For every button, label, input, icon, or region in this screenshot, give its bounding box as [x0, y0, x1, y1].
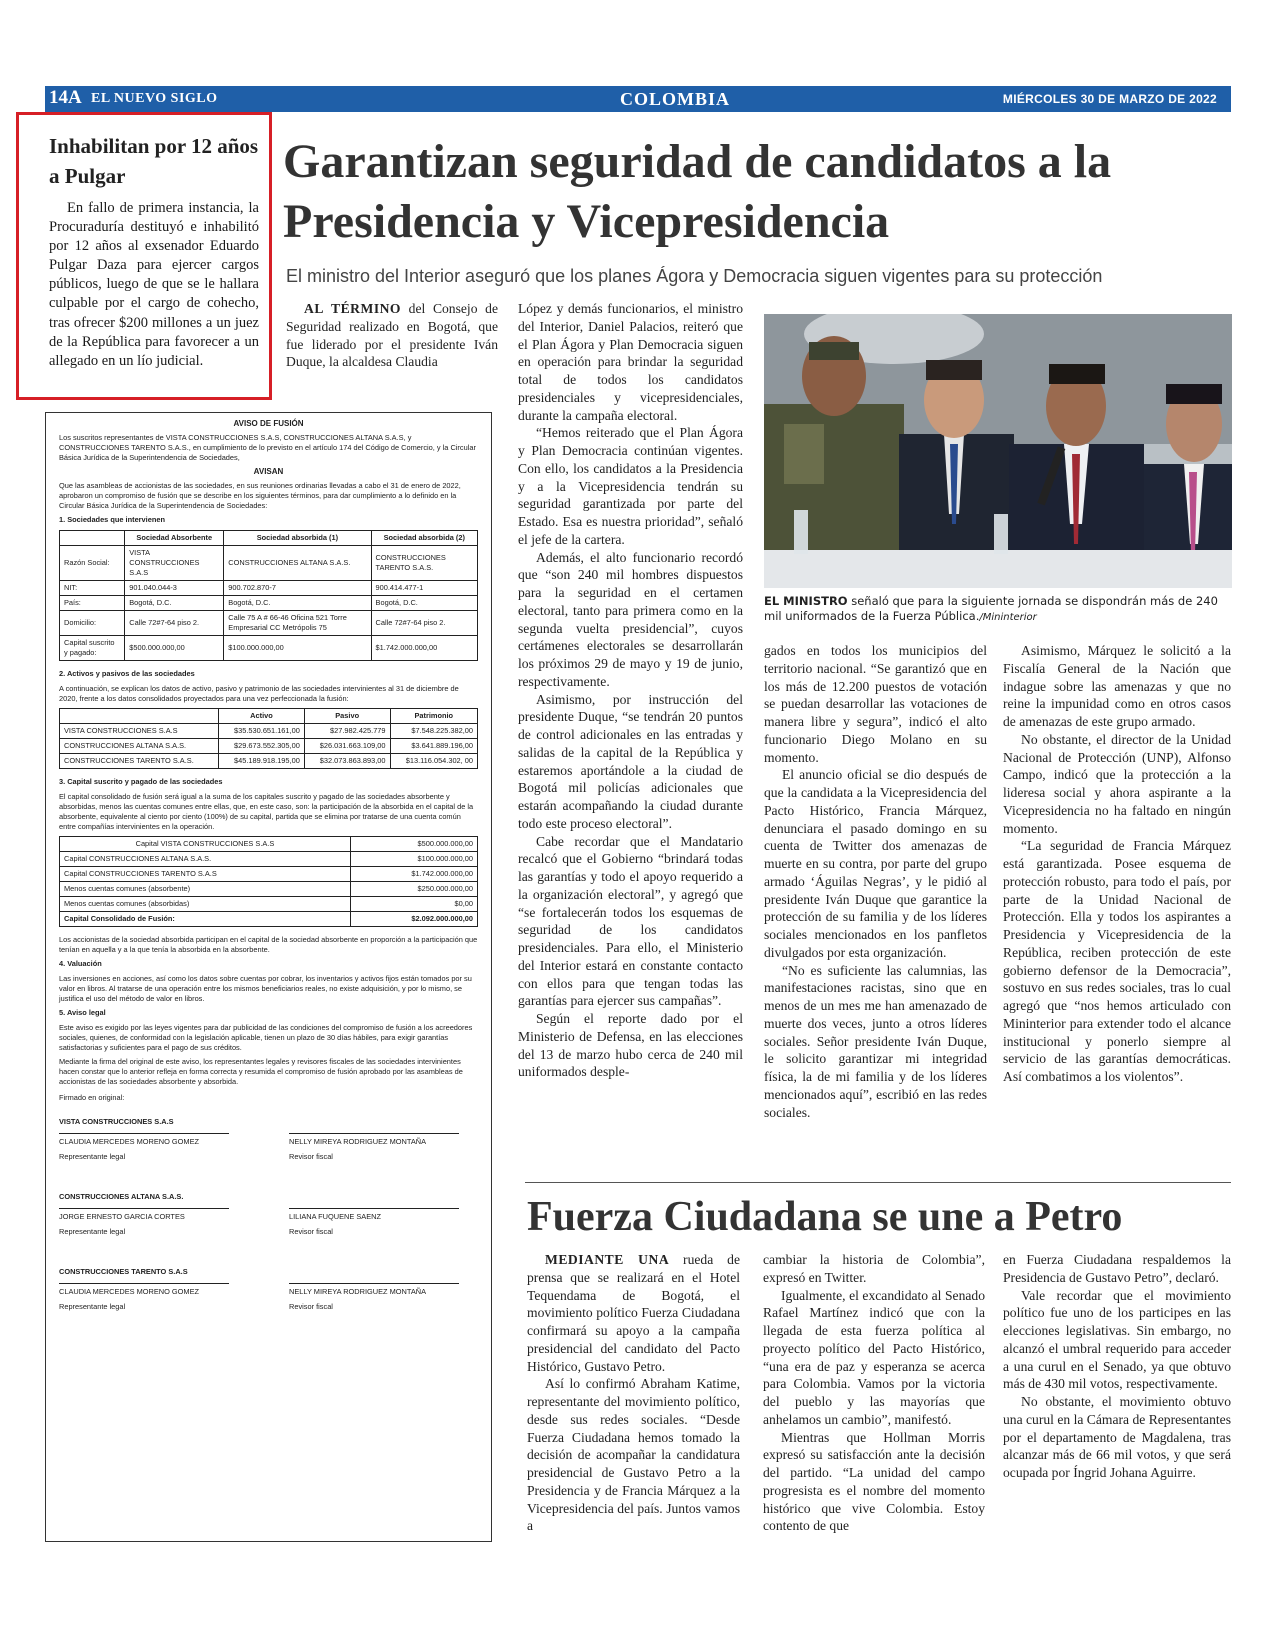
table-cell: $2.092.000.000,00 — [350, 912, 477, 927]
table-cell: $45.189.918.195,00 — [219, 754, 305, 769]
table-cell: Calle 75 A # 66-46 Oficina 521 Torre Empresarial CC Metrópolis 75 — [224, 611, 371, 636]
table-row — [60, 867, 478, 882]
notice-s1: 1. Sociedades que intervienen — [59, 515, 165, 524]
paragraph: Mientras que Hollman Morris expresó su satisfacción ante la decisión del partido. “La unidad del campo progresista es el nombre del momento histórico que vive Colombia. Estoy contento de que — [763, 1429, 985, 1534]
signature-line — [289, 1208, 459, 1237]
paragraph: “La seguridad de Francia Márquez está garantizada. Posee esquema de protección robusto, para todo el país, por parte de la Unidad Nacional de Protección. Ella y todos los aspirantes a Presidencia y Vicepresidencia de la República, reciben protección de este gobierno defensor de la Democracia”, sostuvo en sus redes sociales, tras lo cual agregó que “nos hemos articulado con Mininterior para extender todo el alcance institucional y ponerlo siempre al servicio de las garantías democráticas. Así combatimos a los violentos”. — [1003, 838, 1231, 1084]
table-cell: Bogotá, D.C. — [125, 596, 224, 611]
signature-block — [59, 1133, 478, 1178]
paragraph: “No es suficiente las calumnias, las manifestaciones racistas, sino que en menos de un mes me han amenazado de muerte dos veces, junto a otros líderes sociales. Señor presidente Iván Duque, le solicito garantizar mi integridad física, la de mi familia y de los líderes mencionados aquí”, escribió en las redes sociales. — [764, 962, 987, 1120]
second-lead-in: MEDIANTE UNA — [545, 1252, 670, 1267]
notice-p1: Que las asambleas de accionistas de las sociedades, en sus reuniones ordinarias llevadas a cabo el 31 de enero de 2022, aprobaron un compromiso de fusión que se describe en los siguientes términos, para dar cumplimiento a lo definido en la Circular Básica Jurídica de la Superintendencia de Sociedades: — [59, 481, 461, 510]
second-col-1 — [527, 1251, 740, 1535]
table-cell: $13.116.054.302, 00 — [390, 754, 477, 769]
signature-block — [59, 1283, 478, 1328]
table-cell: Capital suscrito y pagado: — [60, 636, 125, 661]
paragraph: No obstante, el director de la Unidad Nacional de Protección (UNP), Alfonso Campo, indicó que la protección a la lideresa social y ahora aspirante a la Vicepresidencia no ha faltado en ningún momento. — [1003, 731, 1231, 836]
news-photo — [764, 314, 1232, 588]
company-name: CONSTRUCCIONES TARENTO S.A.S — [59, 1267, 188, 1276]
table-cell: 900.414.477-1 — [371, 581, 477, 596]
caption-text: señaló que para la siguiente jornada se dispondrán más de 240 mil uniformados de la Fuerza Pública. — [764, 594, 1218, 623]
signature-block — [59, 1208, 478, 1253]
table-cell: $100.000.000,00 — [350, 852, 477, 867]
table-row — [60, 636, 478, 661]
table-cell: País: — [60, 596, 125, 611]
signer-name: NELLY MIREYA RODRIGUEZ MONTAÑA — [289, 1137, 427, 1146]
signature-line — [59, 1283, 229, 1312]
paragraph: No obstante, el movimiento obtuvo una curul en la Cámara de Representantes por el departamento de Magdalena, tras alcanzar más de 66 mil votos, y que será ocupada por Íngrid Johana Aguirre. — [1003, 1394, 1231, 1480]
table-cell: CONSTRUCCIONES ALTANA S.A.S. — [224, 546, 371, 581]
table-cell: Sociedad absorbida (1) — [224, 531, 371, 546]
table-cell: CONSTRUCCIONES ALTANA S.A.S. — [60, 739, 219, 754]
photo-caption — [764, 594, 1232, 625]
table-row — [60, 611, 478, 636]
table-cell: Capital Consolidado de Fusión: — [60, 912, 351, 927]
table-row — [60, 739, 478, 754]
notice-avisan: AVISAN — [253, 467, 284, 476]
table-row — [60, 897, 478, 912]
notice-signed: Firmado en original: — [59, 1093, 125, 1102]
table-cell: Bogotá, D.C. — [224, 596, 371, 611]
signatures — [59, 1117, 478, 1328]
table-cell: $100.000.000,00 — [224, 636, 371, 661]
signature-line — [59, 1208, 229, 1237]
paragraph: El anuncio oficial se dio después de que la candidata a la Vicepresidencia del Pacto Histórico, Francia Márquez, denunciara el pasado domingo en su cuenta de Twitter dos amenazas de muerte en su contra, por parte del grupo armado ‘Águilas Negras’, y le pidió al presidente Iván Duque que garantice la protección de su familia y de los líderes sociales mencionados en los panfletos divulgados por esta organización. — [764, 767, 987, 960]
table-cell: Calle 72#7-64 piso 2. — [371, 611, 477, 636]
table-cell: Calle 72#7-64 piso 2. — [125, 611, 224, 636]
notice-p6: Este aviso es exigido por las leyes vigentes para dar publicidad de las condiciones del compromiso de fusión a los acreedores sociales, quienes, de conformidad con la legislación aplicable, tienen un plazo de 30 días hábiles, para exigir garantías satisfactorias y suficientes para el pago de sus créditos. — [59, 1023, 473, 1052]
companies-table — [59, 530, 478, 661]
signer-name: JORGE ERNESTO GARCIA CORTES — [59, 1212, 185, 1221]
table-cell: Sociedad absorbida (2) — [371, 531, 477, 546]
table-cell: $1.742.000.000,00 — [350, 867, 477, 882]
table-cell: Menos cuentas comunes (absorbidas) — [60, 897, 351, 912]
signer-name: CLAUDIA MERCEDES MORENO GOMEZ — [59, 1287, 200, 1296]
paragraph: Vale recordar que el movimiento político fue uno de los participes en las elecciones legislativas. Sin embargo, no alcanzó el umbral requerido para acceder a una curul en el Senado, ya que obtuvo más de 430 mil votos, respectivamente. — [1003, 1287, 1231, 1392]
table-cell: $27.982.425.779 — [304, 724, 390, 739]
table-cell — [60, 709, 219, 724]
article-divider — [525, 1182, 1231, 1183]
sidebar-title: Inhabilitan por 12 años a Pulgar — [49, 134, 259, 188]
table-cell: Bogotá, D.C. — [371, 596, 477, 611]
merger-notice — [45, 412, 492, 1542]
signer-role: Representante legal — [59, 1152, 126, 1161]
main-col-4 — [1003, 642, 1231, 1086]
paragraph: gados en todos los municipios del territorio nacional. “Se garantizó que en los más de 12.200 puestos de votación se puedan desarrollar las votaciones de manera libre y segura”, indicó el alto funcionario Diego Molano en su momento. — [764, 643, 987, 765]
page-header-bar — [45, 86, 1231, 112]
table-cell: Capital CONSTRUCCIONES ALTANA S.A.S. — [60, 852, 351, 867]
caption-lead: EL MINISTRO — [764, 594, 848, 608]
table-row — [60, 852, 478, 867]
table-cell: Activo — [219, 709, 305, 724]
signature-line — [289, 1133, 459, 1162]
signature-line — [59, 1133, 229, 1162]
table-cell: Capital CONSTRUCCIONES TARENTO S.A.S — [60, 867, 351, 882]
table-cell: Pasivo — [304, 709, 390, 724]
sidebar-body: En fallo de primera instancia, la Procuraduría destituyó e inhabilitó por 12 años al exsenador Eduardo Pulgar Daza para ejercer cargos públicos, luego de que se le hallara culpable por el cargo de cohecho, tras ofrecer $200 millones a un juez de la República para favorecer a un allegado en un lío judicial. — [49, 200, 259, 369]
company-name: VISTA CONSTRUCCIONES S.A.S — [59, 1117, 174, 1126]
table-row — [60, 912, 478, 927]
sidebar-brief — [16, 112, 272, 400]
table-cell — [60, 531, 125, 546]
table-cell: Razón Social: — [60, 546, 125, 581]
table-cell: $32.073.863.893,00 — [304, 754, 390, 769]
notice-s2: 2. Activos y pasivos de las sociedades — [59, 669, 195, 678]
paragraph: Según el reporte dado por el Ministerio de Defensa, en las elecciones del 13 de marzo hubo cerca de 240 mil uniformados desple- — [518, 1011, 743, 1080]
notice-title: AVISO DE FUSIÓN — [233, 419, 304, 428]
capital-table — [59, 836, 478, 927]
issue-date: MIÉRCOLES 30 DE MARZO DE 2022 — [1002, 92, 1217, 106]
main-col-2 — [518, 300, 743, 1081]
notice-p7: Mediante la firma del original de este aviso, los representantes legales y revisores fiscales de las sociedades intervinientes hacen constar que lo anterior refleja en forma correcta y resumida el compromiso de fusión aprobado por las asambleas de accionistas de las sociedades absorbente y absorbida. — [59, 1057, 463, 1086]
company-name: CONSTRUCCIONES ALTANA S.A.S. — [59, 1192, 184, 1201]
paragraph: Además, el alto funcionario recordó que “son 240 mil hombres dispuestos para la seguridad en el certamen electoral, tanto para primera como en la segunda vuelta presidencial”, cuyos certámenes electorales se desarrollarán los próximos 29 de mayo y 19 de junio, respectivamente. — [518, 549, 743, 689]
main-col-3 — [764, 642, 987, 1121]
main-col1-text: del Consejo de Seguridad realizado en Bogotá, que fue liderado por el presidente Iván Duque, la alcaldesa Claudia — [286, 301, 498, 370]
paragraph: Asimismo, por instrucción del presidente Duque, “se tendrán 20 puntos de control adicionales en las entradas y salidas de la capital de la República y estaremos aportándole a la ciudad de Bogotá mil policías adicionales que estarán acompañando la ciudad durante todo este proceso electoral”. — [518, 691, 743, 831]
signature-line — [289, 1283, 459, 1312]
table-row — [60, 546, 478, 581]
paragraph: Cabe recordar que el Mandatario recalcó que el Gobierno “brindará todas las garantías y todo el apoyo requerido a la organización electoral”, y agregó que “se fortalecerán todos los esquemas de seguridad de los candidatos presidenciales. Para ello, el Ministerio del Interior estará en constante contacto con ellos para que tengan todas las garantías para ejercer sus campañas”. — [518, 833, 743, 1009]
notice-p4: Los accionistas de la sociedad absorbida participan en el capital de la sociedad absorbente en proporción a la participación que tenían en aquella y a la que tenía la absorbida en la absorbente. — [59, 935, 478, 954]
main-headline: Garantizan seguridad de candidatos a la Presidencia y Vicepresidencia — [283, 135, 1112, 248]
table-cell: $26.031.663.109,00 — [304, 739, 390, 754]
main-lead-in: AL TÉRMINO — [304, 301, 402, 316]
table-row — [60, 724, 478, 739]
signer-role: Revisor fiscal — [289, 1302, 333, 1311]
paragraph: “Hemos reiterado que el Plan Ágora y Plan Democracia continúan vigentes. Con ello, los candidatos a la Presidencia y a la Vicepresidencia tendrán su seguridad garantizada por parte del Estado. Esa es nuestra prioridad”, señaló el jefe de la cartera. — [518, 425, 743, 547]
main-col-1 — [286, 300, 498, 371]
paragraph: Igualmente, el excandidato al Senado Rafael Martínez indicó que con la llegada de esta fuerza política al proyecto político del Pacto Histórico, “una era de paz y esperanza se acerca para Colombia. Vamos por la victoria del pueblo y las mayorías que anhelamos un cambio”, manifestó. — [763, 1287, 985, 1427]
table-cell: $3.641.889.196,00 — [390, 739, 477, 754]
table-cell: $1.742.000.000,00 — [371, 636, 477, 661]
assets-table — [59, 708, 478, 769]
table-cell: Capital VISTA CONSTRUCCIONES S.A.S — [60, 837, 351, 852]
notice-p3: El capital consolidado de fusión será igual a la suma de los capitales suscrito y pagado de las sociedades absorbente y absorbidas, menos las cuentas comunes entre ellas, que, en este caso, son: la participación de la absorbida en el capital de la absorbente, equivalente al ciento por ciento (100%) de su capital, partida que se elimina por tratarse de una cuenta común entre compañías intervinientes en la operación. — [59, 792, 474, 831]
paragraph: cambiar la historia de Colombia”, expresó en Twitter. — [763, 1252, 985, 1285]
paragraph: López y demás funcionarios, el ministro del Interior, Daniel Palacios, reiteró que el Plan Ágora y Plan Democracia siguen en operación para brindar la seguridad total de todos los candidatos presidenciales y vicepresidenciales, durante la campaña electoral. — [518, 301, 743, 423]
caption-credit: /Mininterior — [979, 612, 1037, 623]
main-dek: El ministro del Interior aseguró que los planes Ágora y Democracia siguen vigentes para su protección — [286, 266, 1103, 286]
paragraph: Así lo confirmó Abraham Katime, representante del movimiento político, desde sus redes sociales. “Desde Fuerza Ciudadana hemos tomado la decisión de acompañar la candidatura presidencial de Gustavo Petro a la Presidencia y de Francia Márquez a la Vicepresidencia del país. Juntos vamos a — [527, 1376, 740, 1534]
table-row — [60, 596, 478, 611]
table-cell: $0,00 — [350, 897, 477, 912]
section-name: COLOMBIA — [620, 89, 731, 109]
table-cell: CONSTRUCCIONES TARENTO S.A.S. — [371, 546, 477, 581]
table-cell: Menos cuentas comunes (absorbente) — [60, 882, 351, 897]
signer-name: NELLY MIREYA RODRIGUEZ MONTAÑA — [289, 1287, 427, 1296]
table-row — [60, 837, 478, 852]
table-row — [60, 754, 478, 769]
notice-p5: Las inversiones en acciones, así como los datos sobre cuentas por cobrar, los inventarios y activos fijos están tomados por su valor en libros. Al tratarse de una operación entre los mismos beneficiarios reales, no existe adquisición, y por lo mismo, se justifica el uso del método de valor en libros. — [59, 974, 472, 1003]
notice-s3: 3. Capital suscrito y pagado de las sociedades — [59, 777, 223, 786]
signer-name: LILIANA FUQUENE SAENZ — [289, 1212, 381, 1221]
notice-s4: 4. Valuación — [59, 959, 102, 968]
signer-role: Revisor fiscal — [289, 1227, 333, 1236]
table-cell: CONSTRUCCIONES TARENTO S.A.S. — [60, 754, 219, 769]
table-row — [60, 581, 478, 596]
table-cell: Domicilio: — [60, 611, 125, 636]
table-cell: VISTA CONSTRUCCIONES S.A.S — [125, 546, 224, 581]
signer-role: Representante legal — [59, 1227, 126, 1236]
publication-name: EL NUEVO SIGLO — [91, 91, 218, 106]
signer-role: Revisor fiscal — [289, 1152, 333, 1161]
table-cell: $250.000.000,00 — [350, 882, 477, 897]
notice-s5: 5. Aviso legal — [59, 1008, 106, 1017]
table-cell: $500.000.000,00 — [125, 636, 224, 661]
second-headline: Fuerza Ciudadana se une a Petro — [527, 1194, 1123, 1240]
paragraph: Asimismo, Márquez le solicitó a la Fiscalía General de la Nación que indague sobre las amenazas y que no reine la impunidad como en otros casos de amenazas de este grupo armado. — [1003, 643, 1231, 729]
table-cell: VISTA CONSTRUCCIONES S.A.S — [60, 724, 219, 739]
table-row — [60, 882, 478, 897]
signer-role: Representante legal — [59, 1302, 126, 1311]
table-cell: 900.702.870-7 — [224, 581, 371, 596]
second-col1-first: rueda de prensa que se realizará en el Hotel Tequendama de Bogotá, el movimiento político Fuerza Ciudadana confirmará su apoyo a la campaña presidencial del candidato del Pacto Histórico, Gustavo Petro. — [527, 1252, 740, 1374]
table-cell: $35.530.651.161,00 — [219, 724, 305, 739]
page-number: 14A — [49, 87, 82, 108]
table-cell: $500.000.000,00 — [350, 837, 477, 852]
table-cell: 901.040.044-3 — [125, 581, 224, 596]
signer-name: CLAUDIA MERCEDES MORENO GOMEZ — [59, 1137, 200, 1146]
notice-p2: A continuación, se explican los datos de activo, pasivo y patrimonio de las sociedades intervinientes al 31 de diciembre de 2020, frente a los datos consolidados proyectados para una vez perfeccionada la fusión: — [59, 684, 459, 703]
second-col-2 — [763, 1251, 985, 1535]
second-col-3 — [1003, 1251, 1231, 1482]
table-cell: NIT: — [60, 581, 125, 596]
table-cell: $29.673.552.305,00 — [219, 739, 305, 754]
notice-intro: Los suscritos representantes de VISTA CONSTRUCCIONES S.A.S, CONSTRUCCIONES ALTANA S.A.S, y CONSTRUCCIONES TARENTO S.A.S., en cumplimiento de lo previsto en el artículo 174 del Código de Comercio, y la Circular Básica Jurídica de la Superintendencia de Sociedades, — [59, 433, 476, 462]
table-cell: $7.548.225.382,00 — [390, 724, 477, 739]
table-cell: Patrimonio — [390, 709, 477, 724]
paragraph: en Fuerza Ciudadana respaldemos la Presidencia de Gustavo Petro”, declaró. — [1003, 1252, 1231, 1285]
table-cell: Sociedad Absorbente — [125, 531, 224, 546]
